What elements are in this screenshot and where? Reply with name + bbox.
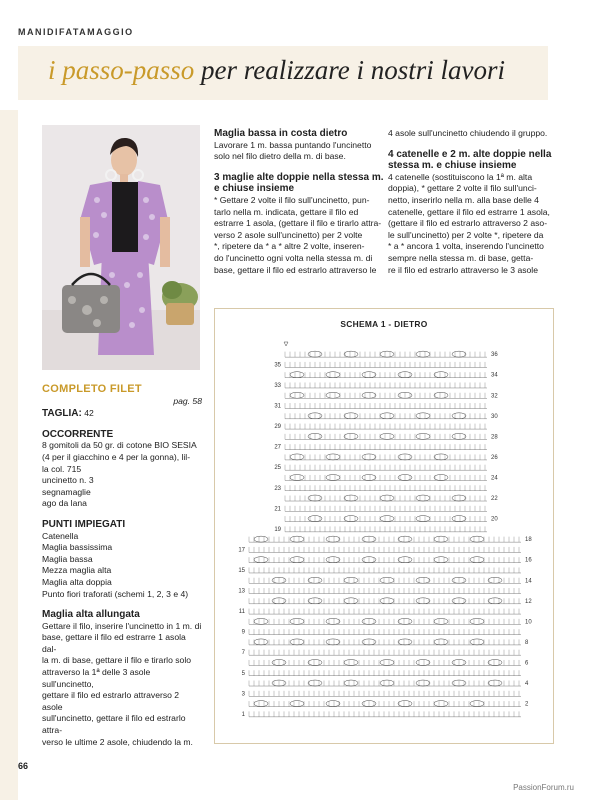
stitch-item: Mezza maglia alta [42, 565, 112, 576]
heading-3-maglie: 3 maglie alte doppie nella stessa m. [214, 171, 384, 183]
flower-motif [290, 557, 304, 563]
flower-motif [344, 433, 358, 439]
flower-motif [452, 413, 466, 419]
flower-motif [416, 577, 430, 583]
page-number: 66 [18, 761, 29, 771]
flower-motif [326, 372, 340, 378]
flower-motif [254, 618, 268, 624]
flower-motif [452, 351, 466, 357]
title-accent: i passo-passo [48, 55, 195, 85]
row-number: 24 [491, 475, 498, 482]
flower-motif [362, 372, 376, 378]
materials-line: ago da lana [42, 498, 87, 509]
heading-costa-dietro: Maglia bassa in costa dietro [214, 128, 348, 139]
flower-motif [290, 392, 304, 398]
paragraph-line: re il filo ed estrarlo attraverso le 3 asole [388, 264, 538, 275]
materials-line: 8 gomitoli da 50 gr. di cotone BIO SESIA [42, 440, 197, 451]
stitch-item: Catenella [42, 530, 79, 541]
flower-motif [434, 454, 448, 460]
flower-motif [380, 659, 394, 665]
materials-line: uncinetto n. 3 [42, 475, 94, 486]
flower-motif [344, 516, 358, 522]
flower-motif [362, 454, 376, 460]
flower-motif [344, 413, 358, 419]
flower-motif [326, 536, 340, 542]
flower-motif [398, 701, 412, 707]
paragraph-line: 4 asole sull'uncinetto chiudendo il gruppo. [388, 128, 548, 138]
flower-motif [326, 701, 340, 707]
stitch-item: Maglia bassissima [42, 542, 113, 553]
flower-motif [416, 433, 430, 439]
flower-motif [434, 639, 448, 645]
heading-3-maglie-cont: e chiuse insieme [214, 183, 295, 195]
row-number: 26 [491, 454, 498, 461]
row-number: 4 [525, 681, 529, 688]
row-number: 34 [491, 372, 498, 379]
flower-motif [452, 516, 466, 522]
row-number: 13 [238, 588, 245, 595]
row-number: 2 [525, 701, 529, 708]
flower-motif [290, 639, 304, 645]
flower-motif [326, 618, 340, 624]
paragraph-line: * a * ancora 1 volta, inserendo l'uncinetto [388, 241, 544, 252]
elongated-heading: Maglia alta allungata [42, 609, 140, 621]
flower-motif [380, 598, 394, 604]
flower-motif [470, 618, 484, 624]
paragraph-line: solo nel filo dietro della m. di base. [214, 151, 346, 162]
flower-motif [344, 680, 358, 686]
materials-line: la col. 715 [42, 463, 82, 474]
flower-motif [290, 372, 304, 378]
row-number: 20 [491, 516, 498, 523]
flower-motif [290, 618, 304, 624]
size-value: 42 [81, 408, 94, 419]
row-number: 15 [238, 567, 245, 574]
flower-motif [344, 577, 358, 583]
page-title [48, 55, 505, 86]
flower-motif [416, 413, 430, 419]
row-number: 3 [241, 691, 245, 698]
flower-motif [416, 495, 430, 501]
row-number: 14 [525, 578, 532, 585]
flower-motif [380, 351, 394, 357]
paragraph-line: (gettare il filo ed estrarlo attraverso 2 aso- [388, 218, 548, 229]
row-number: 28 [491, 434, 498, 441]
project-title: COMPLETO FILET [42, 383, 142, 395]
flower-motif [380, 413, 394, 419]
flower-motif [416, 680, 430, 686]
stitch-item: Maglia bassa [42, 553, 93, 564]
stitch-item: Punto fiori traforati (schemi 1, 2, 3 e 4) [42, 588, 189, 599]
elongated-line: base, gettare il filo ed estrarre 1 asola dal- [42, 632, 186, 654]
paragraph-line: doppia), * gettare 2 volte il filo sull'unci- [388, 183, 537, 194]
paragraph-line: base, gettare il filo ed estrarlo attraverso le [214, 264, 377, 275]
flower-motif [344, 351, 358, 357]
row-number: 33 [274, 382, 281, 389]
row-number: 8 [525, 639, 529, 646]
row-number: 1 [241, 711, 245, 718]
schema-title: SCHEMA 1 - DIETRO [340, 319, 428, 329]
row-number: 32 [491, 393, 498, 400]
flower-motif [254, 639, 268, 645]
flower-motif [290, 454, 304, 460]
row-number: 35 [274, 362, 281, 369]
magazine-header: MANIDIFATAMAGGIO [18, 27, 134, 37]
row-number: 11 [238, 609, 245, 616]
flower-motif [380, 577, 394, 583]
flower-motif [308, 659, 322, 665]
flower-motif [254, 536, 268, 542]
flower-motif [434, 536, 448, 542]
flower-motif [326, 639, 340, 645]
flower-motif [344, 659, 358, 665]
row-number: 23 [274, 485, 281, 492]
flower-motif [416, 351, 430, 357]
paragraph-line: sempre nella stessa m. di base, getta- [388, 252, 534, 263]
elongated-line: attraverso la 1ª delle 3 asole sull'uncinetto, [42, 667, 151, 689]
row-number: 18 [525, 537, 532, 544]
flower-motif [326, 454, 340, 460]
row-number: 10 [525, 619, 532, 626]
row-number: 16 [525, 557, 532, 564]
size-line [42, 408, 202, 420]
elongated-line: Gettare il filo, inserire l'uncinetto in 1 m. di [42, 620, 202, 631]
paragraph-line: verso 2 asole sull'uncinetto) per 2 volte [214, 229, 363, 240]
row-number: 27 [274, 444, 281, 451]
row-number: 9 [241, 629, 245, 636]
materials-heading: OCCORRENTE [42, 428, 114, 440]
row-number: 12 [525, 598, 532, 605]
flower-motif [470, 536, 484, 542]
paragraph-line: tarlo nella m. indicata, gettare il filo ed [214, 206, 359, 217]
flower-motif [290, 474, 304, 480]
paragraph-line: *, ripetere da * a * altre 2 volte, inseren- [214, 241, 365, 252]
flower-motif [434, 392, 448, 398]
stitches-heading: PUNTI IMPIEGATI [42, 518, 126, 530]
row-number: 29 [274, 424, 281, 431]
flower-motif [434, 372, 448, 378]
elongated-line: gettare il filo ed estrarlo attraverso 2 asole [42, 690, 180, 712]
heading-4-catenelle-cont: stessa m. e chiuse insieme [388, 160, 517, 172]
model-photo [42, 125, 200, 370]
flower-motif [344, 598, 358, 604]
flower-motif [488, 659, 502, 665]
flower-motif [416, 598, 430, 604]
flower-motif [380, 680, 394, 686]
flower-motif [488, 680, 502, 686]
start-marker [284, 342, 288, 346]
flower-motif [398, 639, 412, 645]
flower-motif [398, 557, 412, 563]
materials-line: segnamaglie [42, 486, 91, 497]
flower-motif [362, 392, 376, 398]
row-number: 21 [274, 506, 281, 513]
flower-motif [434, 474, 448, 480]
flower-motif [434, 701, 448, 707]
flower-motif [362, 474, 376, 480]
flower-motif [308, 680, 322, 686]
flower-motif [416, 516, 430, 522]
title-rest: per realizzare i nostri lavori [194, 55, 506, 85]
materials-line: (4 per il giacchino e 4 per la gonna), lil- [42, 451, 191, 462]
heading-4-catenelle: 4 catenelle e 2 m. alte doppie nella [388, 148, 552, 160]
paragraph-line: do l'uncinetto ogni volta nella stessa m. di [214, 252, 373, 263]
right-column [388, 128, 554, 276]
flower-motif [290, 536, 304, 542]
left-column [42, 384, 202, 748]
flower-motif [398, 536, 412, 542]
size-label: TAGLIA: [42, 408, 82, 420]
paragraph-line: estrarre 1 asola, (gettare il filo e tirarlo attra- [214, 218, 382, 229]
flower-motif [290, 701, 304, 707]
elongated-line: la m. di base, gettare il filo e tirarlo solo [42, 655, 192, 666]
row-number: 36 [491, 352, 498, 359]
elongated-line: sull'uncinetto, gettare il filo ed estrarlo attra- [42, 713, 186, 736]
row-number: 17 [238, 547, 245, 554]
flower-motif [488, 598, 502, 604]
flower-motif [434, 618, 448, 624]
flower-motif [434, 557, 448, 563]
left-decorative-stripe [0, 110, 18, 800]
flower-motif [380, 516, 394, 522]
flower-motif [416, 659, 430, 665]
crochet-schema [214, 308, 554, 744]
flower-motif [254, 557, 268, 563]
paragraph-line: 4 catenelle (sostituiscono la 1ª m. alta [388, 171, 533, 182]
row-number: 19 [274, 526, 281, 533]
paragraph-line: * Gettare 2 volte il filo sull'uncinetto, pun- [214, 194, 370, 205]
flower-motif [380, 495, 394, 501]
flower-motif [452, 495, 466, 501]
flower-motif [326, 557, 340, 563]
flower-motif [326, 474, 340, 480]
middle-column [214, 128, 384, 276]
flower-motif [380, 433, 394, 439]
flower-motif [470, 701, 484, 707]
elongated-line: verso le ultime 2 asole, chiudendo la m. [42, 736, 193, 747]
flower-motif [452, 433, 466, 439]
flower-motif [470, 557, 484, 563]
flower-motif [398, 618, 412, 624]
paragraph-line: Lavorare 1 m. bassa puntando l'uncinetto [214, 139, 372, 150]
paragraph-line: netto, inserirlo nella m. alla base delle 4 [388, 194, 539, 205]
row-number: 7 [241, 650, 245, 657]
row-number: 31 [274, 403, 281, 410]
row-number: 22 [491, 496, 498, 503]
page-reference: pag. 58 [173, 395, 202, 406]
flower-motif [308, 577, 322, 583]
row-number: 6 [525, 660, 529, 667]
stitch-item: Maglia alta doppia [42, 576, 112, 587]
flower-motif [344, 495, 358, 501]
flower-motif [488, 577, 502, 583]
watermark: PassionForum.ru [513, 783, 574, 792]
paragraph-line: catenelle, gettare il filo ed estrarre 1 asola, [388, 206, 550, 217]
flower-motif [470, 639, 484, 645]
row-number: 5 [241, 670, 245, 677]
paragraph-line: le sull'uncinetto) per 2 volte *, ripetere da [388, 229, 544, 240]
schema-diagram [215, 309, 553, 743]
row-number: 30 [491, 413, 498, 420]
flower-motif [308, 598, 322, 604]
flower-motif [326, 392, 340, 398]
row-number: 25 [274, 465, 281, 472]
flower-motif [254, 701, 268, 707]
